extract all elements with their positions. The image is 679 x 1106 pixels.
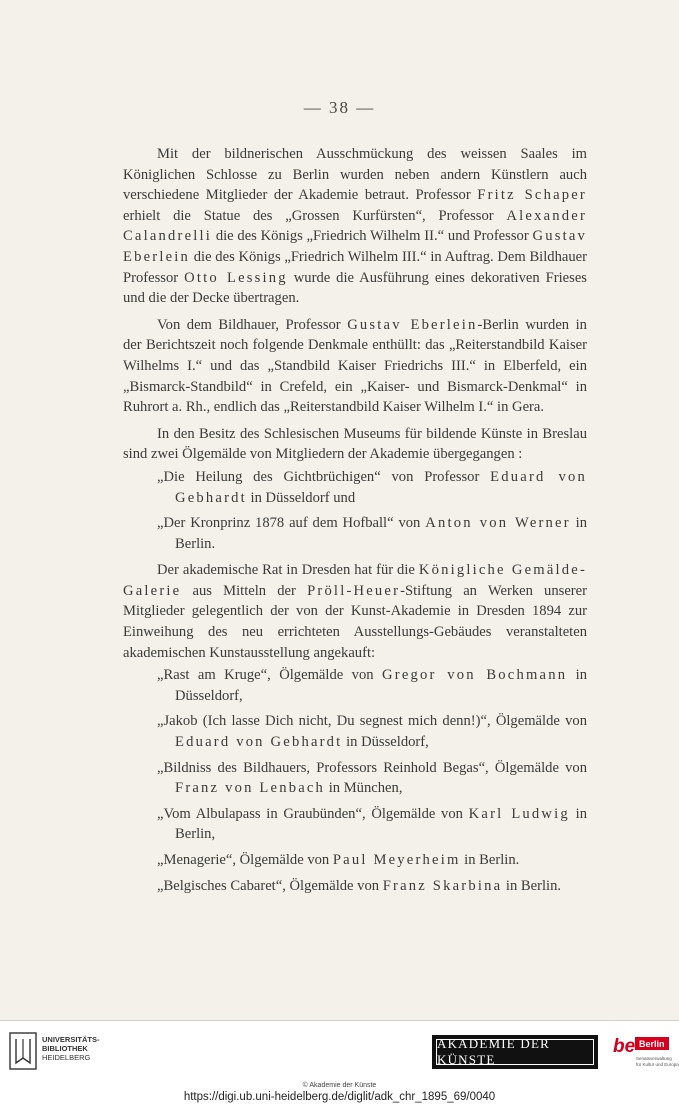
institution-name: Königliche Gemälde-Galerie: [123, 562, 587, 599]
person-name: Paul Meyerheim: [332, 852, 461, 868]
person-name: Otto Lessing: [184, 269, 288, 286]
university-line: HEIDELBERG: [42, 1053, 91, 1062]
berlin-senate-logo-icon[interactable]: [612, 1031, 679, 1077]
akademie-der-kuenste-logo[interactable]: [432, 1035, 598, 1069]
berlin-logo-subtext: Senatsverwaltung: [636, 1056, 672, 1061]
list-item: [123, 513, 587, 554]
text-run: Von dem Bildhauer, Professor: [157, 316, 348, 333]
text-run: In den Besitz des Schlesischen Museums für bildende Künste in Breslau sind zwei Ölgemälde von Mitgliedern der Akademie übergegangen :: [123, 425, 587, 463]
text-run: „Jakob (Ich lasse Dich nicht, Du segnest mich denn!)“, Ölgemälde von: [157, 713, 587, 730]
text-run: in Berlin.: [175, 515, 587, 552]
person-name: Franz Skarbina: [382, 877, 503, 894]
text-run: Der akademische Rat in Dresden hat für die: [157, 562, 419, 579]
university-library-name[interactable]: [42, 1035, 100, 1062]
foundation-name: Pröll-Heuer: [307, 582, 401, 599]
text-run: „Belgisches Cabaret“, Ölgemälde von: [157, 877, 383, 894]
text-run: „Rast am Kruge“, Ölgemälde von: [157, 667, 383, 684]
person-name: Anton von Werner: [425, 515, 571, 532]
person-name: Gustav Eberlein: [347, 316, 478, 333]
text-run: in Berlin.: [502, 877, 562, 894]
text-run: „Menagerie“, Ölgemälde von: [157, 852, 333, 868]
berlin-logo-subtext: für Kultur und Europa: [636, 1062, 679, 1067]
text-run: die des Königs „Friedrich Wilhelm III.“ in Auftrag. Dem Bildhauer Professor: [123, 248, 587, 286]
copyright-notice: © Akademie der Künste: [302, 1082, 377, 1089]
person-name: Eduard von Gebhardt: [175, 734, 343, 751]
university-line: BIBLIOTHEK: [42, 1044, 88, 1053]
text-run: in Berlin,: [175, 805, 587, 843]
text-run: in Berlin.: [460, 852, 520, 868]
list-item: [123, 467, 587, 508]
person-name: Franz von Lenbach: [175, 780, 326, 797]
list-item: [123, 758, 587, 799]
text-run: in Düsseldorf und: [246, 489, 356, 506]
person-name: Eduard von Gebhardt: [175, 468, 587, 506]
text-run: in Düsseldorf,: [175, 667, 587, 704]
list-item: [123, 804, 587, 845]
paragraph: [123, 424, 587, 465]
text-run: die des Königs „Friedrich Wilhelm II.“ und Professor: [212, 228, 533, 245]
list-item: [123, 876, 587, 897]
text-run: -Stiftung an Werken unserer Mitglieder gelegentlich der von der Kunst-Akademie in Dresden 1894 zur Einweihung des neu errichteten Ausstellungs-Gebäudes veranstalteten akademischen Kunstausstellung angekauft:: [123, 582, 588, 661]
text-run: „Der Kronprinz 1878 auf dem Hofball“ von: [157, 515, 426, 532]
akademie-label: AKADEMIE DER KÜNSTE: [436, 1039, 594, 1065]
person-name: Gustav Eberlein: [123, 228, 587, 265]
list-item: [123, 665, 587, 706]
text-run: „Vom Albulapass in Graubünden“, Ölgemälde von: [157, 805, 469, 822]
viewer-footer: [0, 1021, 679, 1106]
document-body: [123, 144, 587, 896]
person-name: Karl Ludwig: [468, 805, 570, 822]
university-line: UNIVERSITÄTS-: [42, 1035, 100, 1044]
text-run: in München,: [325, 780, 403, 797]
text-run: erhielt die Statue des „Grossen Kurfürsten“, Professor: [123, 207, 507, 224]
person-name: Gregor von Bochmann: [382, 667, 568, 684]
text-run: „Die Heilung des Gichtbrüchigen“ von Professor: [157, 468, 491, 485]
text-run: Mit der bildnerischen Ausschmückung des weissen Saales im Königlichen Schlosse zu Berlin wurden neben andern Künstlern auch verschiedene Mitglieder der Akademie betraut. Professor: [123, 146, 587, 204]
page-number: — 38 —: [303, 98, 376, 117]
text-run: „Bildniss des Bildhauers, Professors Reinhold Begas“, Ölgemälde von: [157, 759, 587, 776]
university-library-logo-icon[interactable]: [8, 1031, 38, 1071]
paragraph: [123, 315, 587, 418]
text-run: aus Mitteln der: [181, 582, 308, 599]
list-item: [123, 850, 587, 871]
source-url-link[interactable]: https://digi.ub.uni-heidelberg.de/diglit/adk_chr_1895_69/0040: [183, 1091, 496, 1103]
paragraph: [123, 144, 587, 309]
person-name: Alexander Calandrelli: [123, 207, 587, 245]
berlin-logo-be: be: [613, 1036, 636, 1057]
person-name: Fritz Schaper: [477, 187, 587, 204]
paragraph: [123, 560, 587, 663]
text-run: wurde die Ausführung eines dekorativen Frieses und die der Decke übertragen.: [123, 269, 587, 307]
list-item: [123, 711, 587, 752]
text-run: in Düsseldorf,: [342, 734, 429, 751]
berlin-logo-word: Berlin: [639, 1039, 665, 1049]
text-run: -Berlin wurden in der Berichtszeit noch folgende Denkmale enthüllt: das „Reiterstandbild Kaiser Wilhelms I.“ und das „Standbild Kaiser Friedrichs III.“ in Elberfeld, ein „Bismarck-Standbild“ in Crefeld, ein „Kaiser- und Bismarck-Denkmal“ in Ruhrort a. Rh., endlich das „Reiterstandbild Kaiser Wilhelm I.“ in Gera.: [123, 316, 587, 416]
